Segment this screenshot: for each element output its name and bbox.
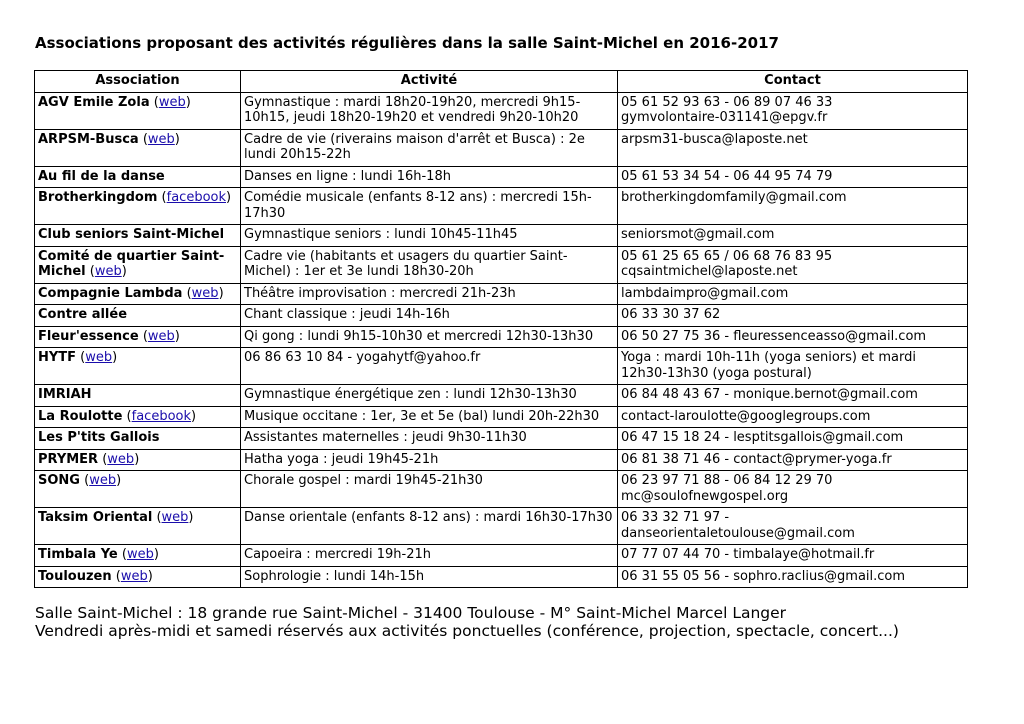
association-cell <box>35 166 241 188</box>
activity-cell: Sophrologie : lundi 14h-15h <box>241 566 618 588</box>
association-cell: Comité de quartier Saint-Michel (web) <box>35 246 241 283</box>
contact-line: lambdaimpro@gmail.com <box>621 285 789 301</box>
contact-cell <box>618 92 968 129</box>
contact-line: gymvolontaire-031141@epgv.fr <box>621 110 828 125</box>
contact-line: 06 33 30 37 62 <box>621 307 721 322</box>
association-name: Club seniors Saint-Michel <box>38 227 225 242</box>
activity-cell: Gymnastique énergétique zen : lundi 12h30-13h30 <box>241 385 618 407</box>
contact-line: 06 31 55 05 56 - sophro.raclius@gmail.com <box>621 568 906 584</box>
activity-cell: Comédie musicale (enfants 8-12 ans) : mercredi 15h-17h30 <box>241 188 618 225</box>
association-name: La Roulotte <box>38 408 123 424</box>
contact-cell <box>618 225 968 247</box>
association-cell: Brotherkingdom (facebook) <box>35 188 241 225</box>
association-cell: SONG (web) <box>35 471 241 508</box>
association-cell: Toulouzen (web) <box>35 566 241 588</box>
association-name: Fleur'essence <box>38 328 139 344</box>
table-body <box>35 92 968 588</box>
table-header-row <box>35 71 968 93</box>
association-name: Brotherkingdom <box>38 190 158 205</box>
association-cell <box>35 225 241 247</box>
contact-cell <box>618 188 968 225</box>
footer-address: Salle Saint-Michel : 18 grande rue Saint-Michel - 31400 Toulouse - M° Saint-Michel Marcel Langer <box>35 604 787 622</box>
contact-cell <box>618 385 968 407</box>
activity-cell: Hatha yoga : jeudi 19h45-21h <box>241 449 618 471</box>
contact-line: brotherkingdomfamily@gmail.com <box>621 190 847 205</box>
contact-cell <box>618 166 968 188</box>
web-link[interactable]: web <box>85 350 113 365</box>
contact-line: mc@soulofnewgospel.org <box>621 488 789 504</box>
web-link[interactable]: web <box>158 94 186 110</box>
contact-line: 06 23 97 71 88 - 06 84 12 29 70 <box>621 473 833 488</box>
contact-line: 05 61 25 65 65 / 06 68 76 83 95 <box>621 248 833 264</box>
activity-cell: Cadre vie (habitants et usagers du quartier Saint-Michel) : 1er et 3e lundi 18h30-20h <box>241 246 618 283</box>
contact-cell <box>618 566 968 588</box>
web-link[interactable]: web <box>94 264 122 279</box>
activity-cell: Gymnastique : mardi 18h20-19h20, mercredi 9h15-10h15, jeudi 18h20-19h20 et vendredi 9h20-10h20 <box>241 92 618 129</box>
contact-line: 06 81 38 71 46 - contact@prymer-yoga.fr <box>621 451 892 467</box>
web-link[interactable]: web <box>147 328 175 344</box>
web-link[interactable]: web <box>147 131 175 147</box>
header-contact: Contact <box>618 71 968 93</box>
activity-cell: Danse orientale (enfants 8-12 ans) : mardi 16h30-17h30 <box>241 508 618 545</box>
activity-cell: Capoeira : mercredi 19h-21h <box>241 545 618 567</box>
association-name: Les P'tits Gallois <box>38 430 160 445</box>
facebook-link[interactable]: facebook <box>131 408 192 424</box>
header-activity: Activité <box>241 71 618 93</box>
association-cell: PRYMER (web) <box>35 449 241 471</box>
activity-cell: Cadre de vie (riverains maison d'arrêt et Busca) : 2e lundi 20h15-22h <box>241 129 618 166</box>
web-link[interactable]: web <box>107 451 135 467</box>
table-row <box>35 92 968 129</box>
contact-line: contact-laroulotte@googlegroups.com <box>621 408 871 424</box>
association-name: Toulouzen <box>38 568 112 584</box>
association-cell: Fleur'essence (web) <box>35 326 241 348</box>
table-row <box>35 566 968 588</box>
activity-cell: 06 86 63 10 84 - yogahytf@yahoo.fr <box>241 348 618 385</box>
contact-line: 05 61 53 34 54 - 06 44 95 74 79 <box>621 168 833 184</box>
activity-cell: Gymnastique seniors : lundi 10h45-11h45 <box>241 225 618 247</box>
association-name: AGV Emile Zola <box>38 94 150 110</box>
contact-line: 06 47 15 18 24 - lesptitsgallois@gmail.com <box>621 430 904 445</box>
table-row <box>35 545 968 567</box>
contact-line: 06 50 27 75 36 - fleuressenceasso@gmail.com <box>621 328 927 344</box>
contact-line: 07 77 07 44 70 - timbalaye@hotmail.fr <box>621 547 875 562</box>
association-name: Taksim Oriental <box>38 510 153 525</box>
table-row <box>35 188 968 225</box>
footer-notes <box>35 604 899 640</box>
table-row <box>35 246 968 283</box>
association-name: SONG <box>38 473 80 488</box>
contact-cell <box>618 283 968 305</box>
contact-cell <box>618 471 968 508</box>
table-row <box>35 508 968 545</box>
activity-cell: Danses en ligne : lundi 16h-18h <box>241 166 618 188</box>
contact-line: 05 61 52 93 63 - 06 89 07 46 33 <box>621 94 833 110</box>
association-cell: AGV Emile Zola (web) <box>35 92 241 129</box>
association-name: PRYMER <box>38 451 99 467</box>
association-cell: Taksim Oriental (web) <box>35 508 241 545</box>
table-row <box>35 428 968 450</box>
table-row <box>35 305 968 327</box>
association-name: Compagnie Lambda <box>38 285 183 301</box>
activity-cell: Théâtre improvisation : mercredi 21h-23h <box>241 283 618 305</box>
web-link[interactable]: web <box>120 568 148 584</box>
activity-cell: Chant classique : jeudi 14h-16h <box>241 305 618 327</box>
association-cell: HYTF (web) <box>35 348 241 385</box>
activity-cell: Assistantes maternelles : jeudi 9h30-11h30 <box>241 428 618 450</box>
table-row <box>35 225 968 247</box>
contact-line: 06 33 32 71 97 - danseorientaletoulouse@gmail.com <box>621 510 855 541</box>
web-link[interactable]: web <box>161 510 189 525</box>
contact-cell <box>618 129 968 166</box>
association-cell: Timbala Ye (web) <box>35 545 241 567</box>
contact-cell <box>618 406 968 428</box>
contact-line: seniorsmot@gmail.com <box>621 227 775 242</box>
table-row <box>35 348 968 385</box>
page-title: Associations proposant des activités régulières dans la salle Saint-Michel en 2016-2017 <box>35 34 779 52</box>
contact-cell <box>618 348 968 385</box>
association-name: Au fil de la danse <box>38 168 165 184</box>
association-cell <box>35 385 241 407</box>
association-name: Timbala Ye <box>38 547 118 562</box>
web-link[interactable]: web <box>126 547 154 562</box>
table-row <box>35 129 968 166</box>
contact-cell <box>618 305 968 327</box>
table-row <box>35 166 968 188</box>
facebook-link[interactable]: facebook <box>166 190 227 205</box>
web-link[interactable]: web <box>191 285 219 301</box>
contact-cell <box>618 428 968 450</box>
contact-cell <box>618 246 968 283</box>
contact-cell <box>618 449 968 471</box>
activity-cell: Chorale gospel : mardi 19h45-21h30 <box>241 471 618 508</box>
association-name: Contre allée <box>38 307 128 322</box>
association-cell: ARPSM-Busca (web) <box>35 129 241 166</box>
table-row <box>35 471 968 508</box>
contact-cell <box>618 545 968 567</box>
table-row <box>35 449 968 471</box>
table-row <box>35 326 968 348</box>
association-cell <box>35 305 241 327</box>
contact-line: Yoga : mardi 10h-11h (yoga seniors) et mardi 12h30-13h30 (yoga postural) <box>621 350 916 381</box>
contact-line: cqsaintmichel@laposte.net <box>621 264 798 279</box>
association-name: HYTF <box>38 350 77 365</box>
footer-note: Vendredi après-midi et samedi réservés aux activités ponctuelles (conférence, projection, spectacle, concert...) <box>35 622 899 640</box>
association-cell <box>35 428 241 450</box>
contact-cell <box>618 326 968 348</box>
table-row <box>35 283 968 305</box>
association-cell: La Roulotte (facebook) <box>35 406 241 428</box>
table-row <box>35 406 968 428</box>
associations-table <box>34 70 968 588</box>
web-link[interactable]: web <box>89 473 117 488</box>
activity-cell: Musique occitane : 1er, 3e et 5e (bal) lundi 20h-22h30 <box>241 406 618 428</box>
contact-line: arpsm31-busca@laposte.net <box>621 131 808 147</box>
association-name: ARPSM-Busca <box>38 131 139 147</box>
association-name: Comité de quartier Saint-Michel <box>38 248 225 279</box>
table-row <box>35 385 968 407</box>
contact-line: 06 84 48 43 67 - monique.bernot@gmail.com <box>621 387 918 402</box>
contact-cell <box>618 508 968 545</box>
association-cell: Compagnie Lambda (web) <box>35 283 241 305</box>
association-name: IMRIAH <box>38 387 92 402</box>
activity-cell: Qi gong : lundi 9h15-10h30 et mercredi 12h30-13h30 <box>241 326 618 348</box>
header-association: Association <box>35 71 241 93</box>
